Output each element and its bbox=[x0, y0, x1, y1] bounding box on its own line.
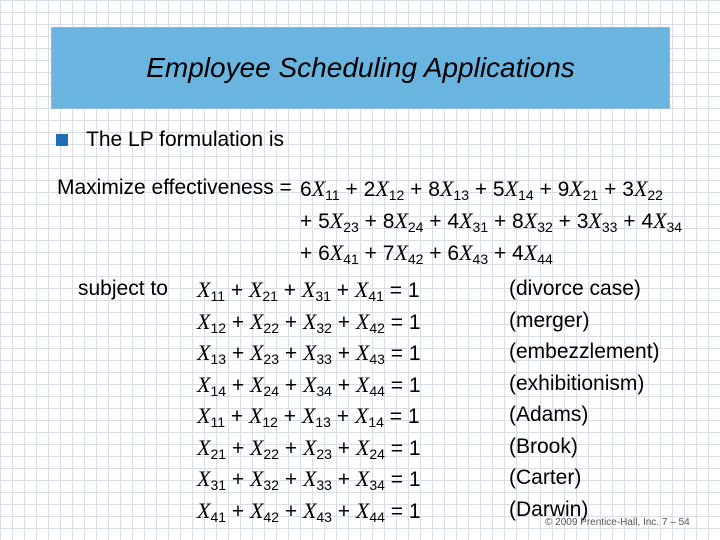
constraint-case-label: (embezzlement) bbox=[509, 340, 660, 363]
objective-label: Maximize effectiveness = bbox=[57, 176, 292, 199]
square-bullet-icon bbox=[56, 134, 68, 146]
objective-line-2: + $5X_{23} + 8X_{24} + 4X_{31} + 8X_{32} + 3X_{33} + 4X_{34}$ bbox=[300, 208, 683, 235]
title-banner bbox=[51, 27, 670, 109]
constraint-equation: $X_{14} + X_{24} + X_{34} + X_{44} = 1$ bbox=[197, 371, 421, 399]
slide-title: Employee Scheduling Applications bbox=[146, 52, 575, 83]
constraint-equation: $X_{41} + X_{42} + X_{43} + X_{44} = 1$ bbox=[197, 497, 421, 525]
constraint-equation: $X_{31} + X_{32} + X_{33} + X_{34} = 1$ bbox=[197, 466, 421, 493]
constraint-case-label: (merger) bbox=[509, 308, 590, 332]
constraint-case-label: (Darwin) bbox=[509, 497, 589, 521]
bullet-item bbox=[56, 128, 284, 152]
constraint-equation: $X_{21} + X_{22} + X_{23} + X_{24} = 1$ bbox=[197, 434, 421, 462]
subject-to-label: subject to bbox=[78, 277, 168, 300]
constraint-equation: $X_{11} + X_{21} + X_{31} + X_{41} = 1$ bbox=[197, 277, 420, 304]
constraint-equation: $X_{13} + X_{23} + X_{33} + X_{43} = 1$ bbox=[197, 340, 421, 367]
objective-line-1: $6X_{11} + 2X_{12} + 8X_{13} + 5X_{14} + 9X_{21} + 3X_{22}$ bbox=[300, 176, 663, 203]
constraint-case-label: (Carter) bbox=[509, 466, 582, 489]
constraint-case-label: (Brook) bbox=[509, 434, 578, 458]
constraint-case-label: (exhibitionism) bbox=[509, 371, 645, 395]
constraint-case-label: (divorce case) bbox=[509, 277, 641, 300]
constraint-case-label: (Adams) bbox=[509, 403, 589, 426]
constraint-equation: $X_{12} + X_{22} + X_{32} + X_{42} = 1$ bbox=[197, 308, 421, 336]
bullet-text: The LP formulation is bbox=[86, 128, 285, 151]
constraint-equation: $X_{11} + X_{12} + X_{13} + X_{14} = 1$ bbox=[197, 403, 420, 430]
footer-copyright: © 2009 Prentice-Hall, Inc. 7 – 54 bbox=[545, 517, 690, 528]
objective-line-3: + $6X_{41} + 7X_{42} + 6X_{43} + 4X_{44}$ bbox=[300, 240, 553, 267]
